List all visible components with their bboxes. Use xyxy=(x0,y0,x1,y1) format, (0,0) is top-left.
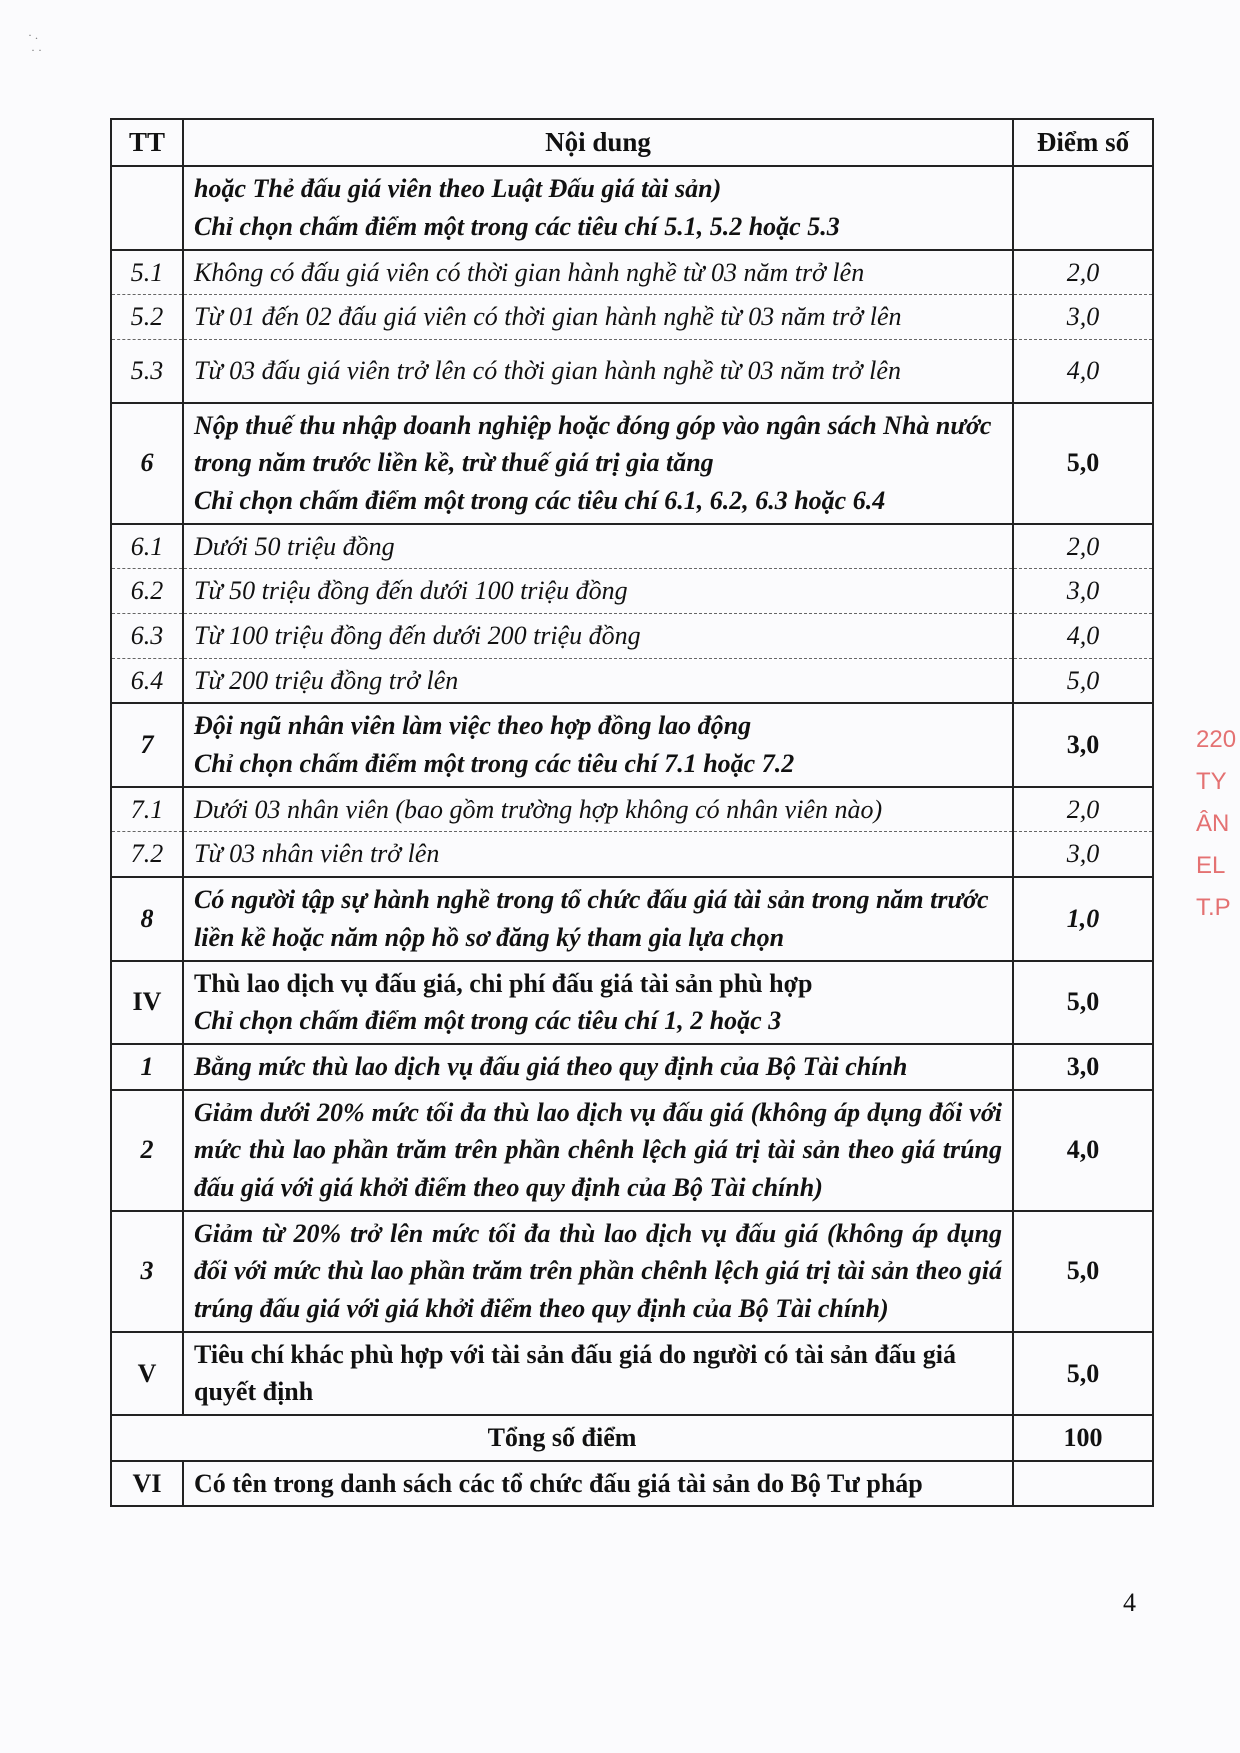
row-content: Từ 03 nhân viên trở lên xyxy=(183,832,1013,877)
row-tt: 1 xyxy=(111,1044,183,1090)
row-line: hoặc Thẻ đấu giá viên theo Luật Đấu giá tài sản) xyxy=(194,174,722,204)
row-score: 3,0 xyxy=(1013,295,1153,340)
row-line: Nộp thuế thu nhập doanh nghiệp hoặc đóng góp vào ngân sách Nhà nước trong năm trước liền kề, trừ thuế giá trị gia tăng xyxy=(194,410,992,478)
row-content: Bằng mức thù lao dịch vụ đấu giá theo quy định của Bộ Tài chính xyxy=(183,1044,1013,1090)
row-tt: 6.2 xyxy=(111,569,183,614)
row-tt: 5.2 xyxy=(111,295,183,340)
table-row xyxy=(111,166,1153,249)
page-number: 4 xyxy=(1123,1588,1136,1617)
row-content: Có tên trong danh sách các tổ chức đấu giá tài sản do Bộ Tư pháp xyxy=(183,1461,1013,1507)
row-content xyxy=(183,166,1013,249)
row-tt: 7 xyxy=(111,703,183,786)
row-score: 2,0 xyxy=(1013,250,1153,295)
row-score: 5,0 xyxy=(1013,1211,1153,1332)
stamp-text: TY xyxy=(1196,768,1227,795)
row-content: Từ 100 triệu đồng đến dưới 200 triệu đồng xyxy=(183,614,1013,659)
row-tt: 6.4 xyxy=(111,658,183,703)
table-row xyxy=(111,1090,1153,1211)
row-score: 5,0 xyxy=(1013,1332,1153,1415)
row-tt: 2 xyxy=(111,1090,183,1211)
header-content: Nội dung xyxy=(183,119,1013,166)
table-row xyxy=(111,787,1153,832)
row-content: Từ 200 triệu đồng trở lên xyxy=(183,658,1013,703)
stamp-text: T.P xyxy=(1196,894,1231,921)
row-tt: 7.1 xyxy=(111,787,183,832)
row-line: Chỉ chọn chấm điểm một trong các tiêu chí 1, 2 hoặc 3 xyxy=(194,1006,782,1036)
header-row xyxy=(111,119,1153,166)
table-row xyxy=(111,614,1153,659)
table-row xyxy=(111,832,1153,877)
row-content xyxy=(183,703,1013,786)
row-score: 1,0 xyxy=(1013,877,1153,960)
row-tt: 3 xyxy=(111,1211,183,1332)
row-tt: 5.3 xyxy=(111,339,183,402)
table-row xyxy=(111,403,1153,524)
row-score: 5,0 xyxy=(1013,403,1153,524)
row-tt: 7.2 xyxy=(111,832,183,877)
row-score: 3,0 xyxy=(1013,832,1153,877)
red-seal-fragment xyxy=(1196,712,1240,932)
stamp-text: 220 xyxy=(1196,726,1237,753)
table-row xyxy=(111,295,1153,340)
row-content: Tiêu chí khác phù hợp với tài sản đấu giá do người có tài sản đấu giá quyết định xyxy=(183,1332,1013,1415)
row-line: Chỉ chọn chấm điểm một trong các tiêu chí 5.1, 5.2 hoặc 5.3 xyxy=(194,211,840,241)
table-row xyxy=(111,524,1153,569)
table-row xyxy=(111,658,1153,703)
row-tt xyxy=(111,166,183,249)
row-line: Đội ngũ nhân viên làm việc theo hợp đồng lao động xyxy=(194,711,752,741)
row-content: Dưới 03 nhân viên (bao gồm trường hợp không có nhân viên nào) xyxy=(183,787,1013,832)
row-content: Giảm dưới 20% mức tối đa thù lao dịch vụ đấu giá (không áp dụng đối với mức thù lao phần trăm trên phần chênh lệch giá trị tài sản theo giá trúng đấu giá với giá khởi điểm theo quy định của Bộ Tài chính) xyxy=(183,1090,1013,1211)
scan-specks: · . · · xyxy=(28,28,42,57)
row-content: Giảm từ 20% trở lên mức tối đa thù lao dịch vụ đấu giá (không áp dụng đối với mức thù lao phần trăm trên phần chênh lệch giá trị tài sản theo giá trúng đấu giá với giá khởi điểm theo quy định của Bộ Tài chính) xyxy=(183,1211,1013,1332)
table-row xyxy=(111,1044,1153,1090)
row-content: Không có đấu giá viên có thời gian hành nghề từ 03 năm trở lên xyxy=(183,250,1013,295)
row-tt: V xyxy=(111,1332,183,1415)
row-score: 4,0 xyxy=(1013,339,1153,402)
row-score xyxy=(1013,166,1153,249)
table-row xyxy=(111,1461,1153,1507)
row-score: 4,0 xyxy=(1013,614,1153,659)
row-content xyxy=(183,961,1013,1044)
row-score: 5,0 xyxy=(1013,658,1153,703)
stamp-text: ÂN xyxy=(1196,810,1230,837)
row-content: Từ 01 đến 02 đấu giá viên có thời gian hành nghề từ 03 năm trở lên xyxy=(183,295,1013,340)
table-row xyxy=(111,250,1153,295)
row-score: 3,0 xyxy=(1013,569,1153,614)
row-score: 2,0 xyxy=(1013,787,1153,832)
row-tt: 5.1 xyxy=(111,250,183,295)
row-content: Có người tập sự hành nghề trong tổ chức đấu giá tài sản trong năm trước liền kề hoặc năm nộp hồ sơ đăng ký tham gia lựa chọn xyxy=(183,877,1013,960)
row-content: Dưới 50 triệu đồng xyxy=(183,524,1013,569)
table-row xyxy=(111,339,1153,402)
row-line: Chỉ chọn chấm điểm một trong các tiêu chí 7.1 hoặc 7.2 xyxy=(194,749,795,779)
row-tt: 6.3 xyxy=(111,614,183,659)
row-score: 2,0 xyxy=(1013,524,1153,569)
row-score: 4,0 xyxy=(1013,1090,1153,1211)
row-score: 3,0 xyxy=(1013,703,1153,786)
row-score xyxy=(1013,1461,1153,1507)
row-score: 5,0 xyxy=(1013,961,1153,1044)
table-row xyxy=(111,1211,1153,1332)
row-score: 3,0 xyxy=(1013,1044,1153,1090)
row-tt: 6.1 xyxy=(111,524,183,569)
row-content xyxy=(183,403,1013,524)
row-tt: VI xyxy=(111,1461,183,1507)
row-tt: 6 xyxy=(111,403,183,524)
row-line: Thù lao dịch vụ đấu giá, chi phí đấu giá tài sản phù hợp xyxy=(194,968,813,998)
header-score: Điểm số xyxy=(1013,119,1153,166)
total-label: Tổng số điểm xyxy=(111,1415,1013,1461)
row-tt: IV xyxy=(111,961,183,1044)
stamp-text: EL xyxy=(1196,852,1226,879)
header-tt: TT xyxy=(111,119,183,166)
table-row xyxy=(111,703,1153,786)
scoring-table xyxy=(110,118,1154,1507)
row-content: Từ 50 triệu đồng đến dưới 100 triệu đồng xyxy=(183,569,1013,614)
table-row xyxy=(111,1332,1153,1415)
row-tt: 8 xyxy=(111,877,183,960)
total-row xyxy=(111,1415,1153,1461)
table-row xyxy=(111,961,1153,1044)
table-row xyxy=(111,877,1153,960)
row-line: Chỉ chọn chấm điểm một trong các tiêu chí 6.1, 6.2, 6.3 hoặc 6.4 xyxy=(194,485,886,515)
total-score: 100 xyxy=(1013,1415,1153,1461)
table-row xyxy=(111,569,1153,614)
row-content: Từ 03 đấu giá viên trở lên có thời gian hành nghề từ 03 năm trở lên xyxy=(183,339,1013,402)
